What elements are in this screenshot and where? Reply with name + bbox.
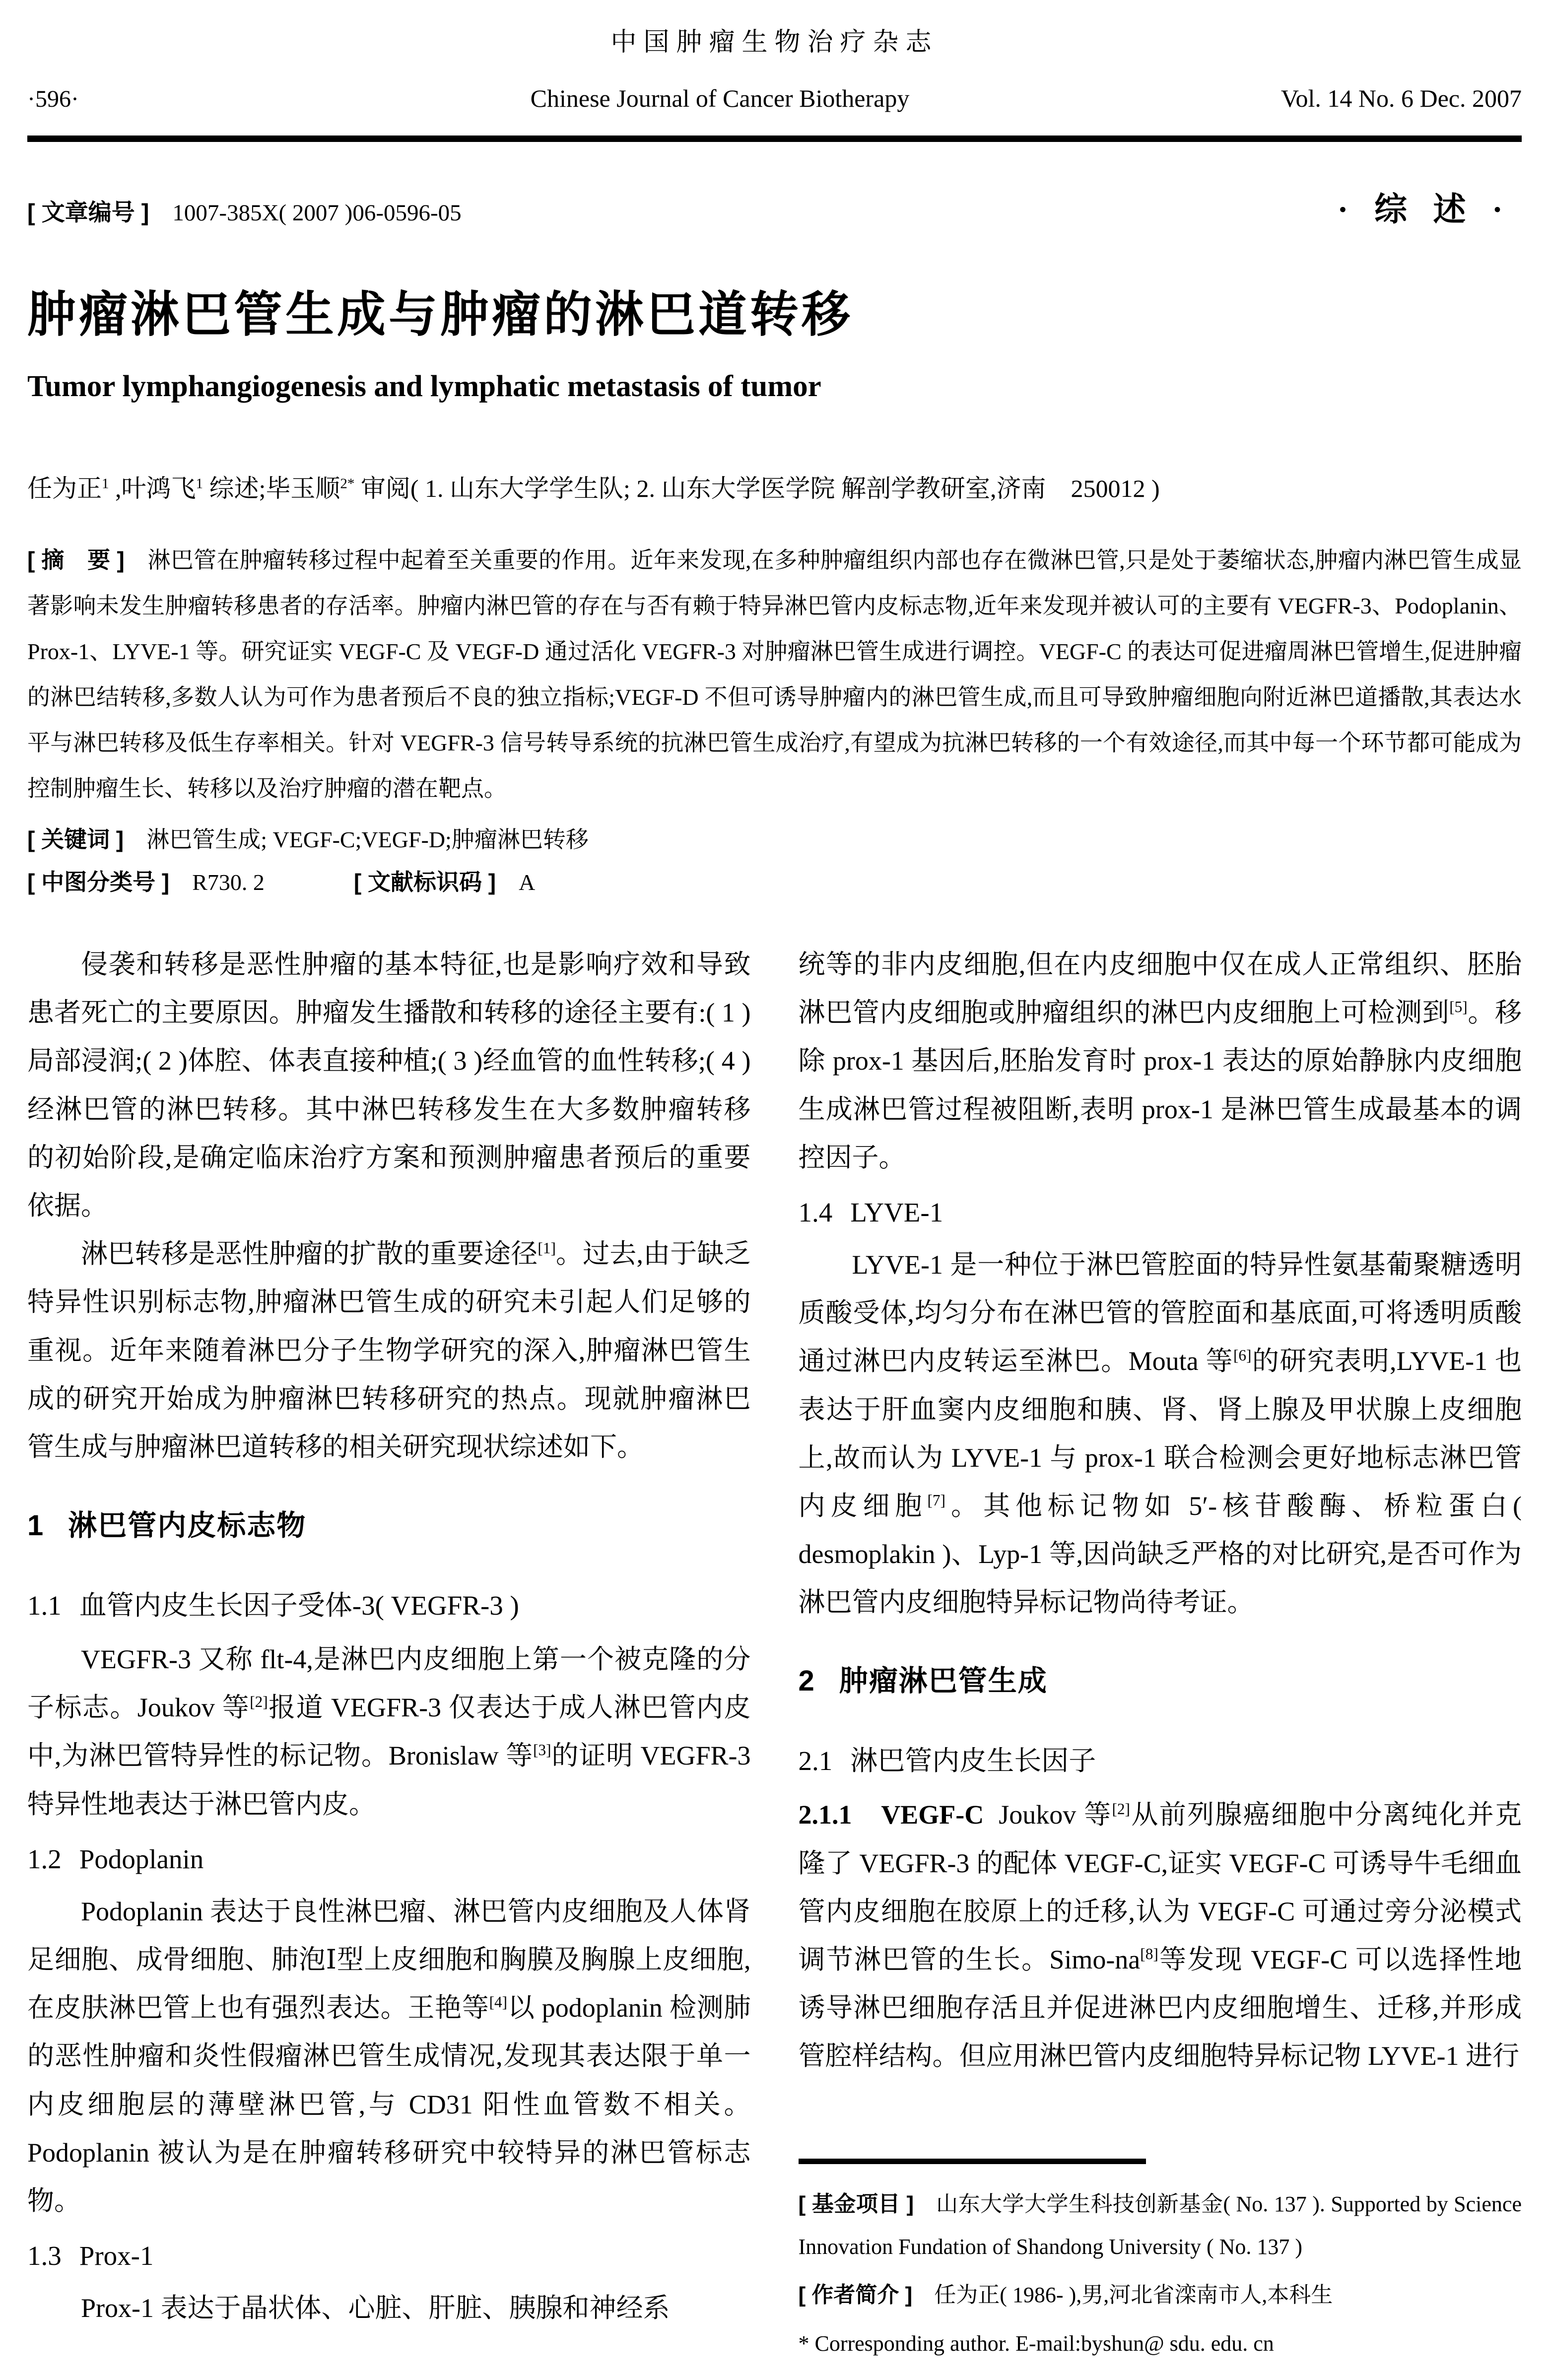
paragraph: 淋巴转移是恶性肿瘤的扩散的重要途径[1]。过去,由于缺乏特异性识别标志物,肿瘤淋巴管生成的研究未引起人们足够的重视。近年来随着淋巴分子生物学研究的深入,肿瘤淋巴管生成的研究开始成为肿瘤淋巴转移研究的热点。现就肿瘤淋巴管生成与肿瘤淋巴道转移的相关研究现状综述如下。 — [27, 1239, 751, 1462]
article-meta-row — [27, 183, 1522, 230]
section-heading — [27, 2240, 751, 2271]
section-heading — [799, 1657, 1522, 1699]
article-number-label: [ 文章编号 ] — [27, 199, 149, 225]
article-title-cn: 肿瘤淋巴管生成与肿瘤的淋巴道转移 — [27, 287, 854, 341]
journal-header-row — [27, 84, 1522, 113]
paragraph: Prox-1 表达于晶状体、心脏、肝脏、胰腺和神经系 — [81, 2293, 670, 2323]
authors-affiliations-line: 任为正$^1$ ,叶鸿飞$^1$ 综述;毕玉顺$^{2*}$ 审阅( 1. 山东大学学生队; 2. 山东大学医学院 解剖学教研室,济南 250012 ) — [27, 475, 1160, 502]
article-number-line — [27, 194, 1337, 227]
abstract-label: [ 摘 要 ] — [27, 547, 125, 573]
section-number: 1.4 — [798, 1197, 833, 1227]
section-heading — [27, 1583, 751, 1623]
section-number: 1.3 — [27, 2241, 62, 2271]
section-heading — [27, 1843, 751, 1875]
journal-title-cn: 中国肿瘤生物治疗杂志 — [610, 28, 939, 57]
corresponding-author-note — [799, 2322, 1522, 2365]
doc-code-value: A — [519, 870, 536, 895]
run-in-heading: 2.1.1 VEGF-C — [798, 1800, 984, 1830]
body-columns — [27, 941, 1522, 2380]
section-heading — [799, 1197, 1522, 1228]
section-number: 1.1 — [27, 1590, 62, 1621]
keywords-label: [ 关键词 ] — [27, 826, 124, 852]
clc-value: R730. 2 — [192, 870, 265, 895]
page-number: ·596· — [27, 86, 79, 112]
section-title: 肿瘤淋巴管生成 — [839, 1665, 1048, 1698]
section-title: 血管内皮生长因子受体-3( VEGFR-3 ) — [79, 1590, 519, 1621]
keywords-line — [27, 821, 1522, 854]
fund-text: 山东大学大学生科技创新基金( No. 137 ). Supported by Science Innovation Fundation of Shandong University ( No. 137 ) — [798, 2191, 1522, 2259]
paragraph: LYVE-1 是一种位于淋巴管腔面的特异性氨基葡聚糖透明质酸受体,均匀分布在淋巴管的管腔面和基底面,可将透明质酸通过淋巴内皮转运至淋巴。Mouta 等[6]的研究表明,LYVE-1 也表达于肝血窦内皮细胞和胰、肾、肾上腺及甲状腺上皮细胞上,故而认为 LYVE-1 与 prox-1 联合检测会更好地标志淋巴管内皮细胞[7]。其他标记物如 5′-核苷酸酶、桥粒蛋白( desmoplakin )、Lyp-1 等,因尚缺乏严格的对比研究,是否可作为淋巴管内皮细胞特异标记物尚待考证。 — [798, 1249, 1522, 1618]
paragraph: 2.1.1 VEGF-C Joukov 等[2]从前列腺癌细胞中分离纯化并克隆了 VEGFR-3 的配体 VEGF-C,证实 VEGF-C 可诱导牛毛细血管内皮细胞在胶原上的迁移,认为 VEGF-C 可通过旁分泌模式调节淋巴管的生长。Simo-na[8]等发现 VEGF-C 可以选择性地诱导淋巴细胞存活且并促进淋巴内皮细胞增生、迁移,并形成管腔样结构。但应用淋巴管内皮细胞特异标记物 LYVE-1 进行 — [798, 1800, 1522, 2071]
section-number: 1 — [27, 1509, 45, 1542]
section-number: 2 — [798, 1665, 815, 1698]
left-column — [27, 941, 751, 2380]
bio-label: [ 作者简介 ] — [798, 2283, 913, 2308]
header-divider — [27, 136, 1522, 142]
corresponding-text: * Corresponding author. E-mail:byshun@ sdu. edu. cn — [798, 2331, 1274, 2356]
article-title-en: Tumor lymphangiogenesis and lymphatic metastasis of tumor — [27, 370, 821, 403]
fund-note — [799, 2183, 1522, 2268]
abstract-paragraph — [27, 537, 1522, 812]
doc-code-label: [ 文献标识码 ] — [353, 869, 496, 895]
author-bio-note — [799, 2274, 1522, 2316]
footnote-divider — [799, 2159, 1146, 2164]
journal-title-en: Chinese Journal of Cancer Biotherapy — [530, 84, 910, 112]
section-title: Podoplanin — [79, 1843, 204, 1874]
section-title: LYVE-1 — [850, 1197, 943, 1227]
section-heading — [799, 1739, 1522, 1778]
section-heading — [27, 1502, 751, 1544]
paragraph: 统等的非内皮细胞,但在内皮细胞中仅在成人正常组织、胚胎淋巴管内皮细胞或肿瘤组织的淋巴内皮细胞上可检测到[5]。移除 prox-1 基因后,胚胎发育时 prox-1 表达的原始静脉内皮细胞生成淋巴管过程被阻断,表明 prox-1 是淋巴管生成最基本的调控因子。 — [798, 950, 1522, 1172]
paragraph: Podoplanin 表达于良性淋巴瘤、淋巴管内皮细胞及人体肾足细胞、成骨细胞、肺泡Ⅰ型上皮细胞和胸膜及胸腺上皮细胞,在皮肤淋巴管上也有强烈表达。王艳等[4]以 podoplanin 检测肺的恶性肿瘤和炎性假瘤淋巴管生成情况,发现其表达限于单一内皮细胞层的薄壁淋巴管,与 CD31 阳性血管数不相关。Podoplanin 被认为是在肿瘤转移研究中较特异的淋巴管标志物。 — [27, 1896, 751, 2216]
fund-label: [ 基金项目 ] — [798, 2191, 914, 2216]
section-title: Prox-1 — [79, 2241, 154, 2271]
bio-text: 任为正( 1986- ),男,河北省滦南市人,本科生 — [912, 2283, 1333, 2308]
right-column — [799, 941, 1522, 2380]
paragraph: 侵袭和转移是恶性肿瘤的基本特征,也是影响疗效和导致患者死亡的主要原因。肿瘤发生播散和转移的途径主要有:( 1 )局部浸润;( 2 )体腔、体表直接种植;( 3 )经血管的血性转移;( 4 )经淋巴管的淋巴转移。其中淋巴转移发生在大多数肿瘤转移的初始阶段,是确定临床治疗方案和预测肿瘤患者预后的重要依据。 — [27, 950, 751, 1221]
section-number: 1.2 — [27, 1843, 62, 1874]
article-number-value: 1007-385X( 2007 )06-0596-05 — [172, 200, 462, 226]
section-number: 2.1 — [798, 1746, 833, 1776]
keywords-text: 淋巴管生成; VEGF-C;VEGF-D;肿瘤淋巴转移 — [124, 827, 589, 852]
clc-label: [ 中图分类号 ] — [27, 869, 170, 895]
classification-line — [27, 864, 1522, 897]
column-type-badge: · 综 述 · — [1337, 192, 1512, 228]
footnotes-block — [799, 2159, 1522, 2380]
volume-issue-date: Vol. 14 No. 6 Dec. 2007 — [1280, 84, 1522, 112]
section-title: 淋巴管内皮生长因子 — [850, 1746, 1096, 1776]
section-title: 淋巴管内皮标志物 — [68, 1509, 307, 1542]
paragraph: VEGFR-3 又称 flt-4,是淋巴内皮细胞上第一个被克隆的分子标志。Joukov 等[2]报道 VEGFR-3 仅表达于成人淋巴管内皮中,为淋巴管特异性的标记物。Bronislaw 等[3]的证明 VEGFR-3 特异性地表达于淋巴管内皮。 — [27, 1644, 751, 1819]
abstract-text: 淋巴管在肿瘤转移过程中起着至关重要的作用。近年来发现,在多种肿瘤组织内部也存在微淋巴管,只是处于萎缩状态,肿瘤内淋巴管生成显著影响未发生肿瘤转移患者的存活率。肿瘤内淋巴管的存在与否有赖于特异淋巴管内皮标志物,近年来发现并被认可的主要有 VEGFR-3、Podoplanin、Prox-1、LYVE-1 等。研究证实 VEGF-C 及 VEGF-D 通过活化 VEGFR-3 对肿瘤淋巴管生成进行调控。VEGF-C 的表达可促进瘤周淋巴管增生,促进肿瘤的淋巴结转移,多数人认为可作为患者预后不良的独立指标;VEGF-D 不但可诱导肿瘤内的淋巴管生成,而且可导致肿瘤细胞向附近淋巴道播散,其表达水平与淋巴转移及低生存率相关。针对 VEGFR-3 信号转导系统的抗淋巴管生成治疗,有望成为抗淋巴转移的一个有效途径,而其中每一个环节都可能成为控制肿瘤生长、转移以及治疗肿瘤的潜在靶点。 — [27, 547, 1522, 801]
